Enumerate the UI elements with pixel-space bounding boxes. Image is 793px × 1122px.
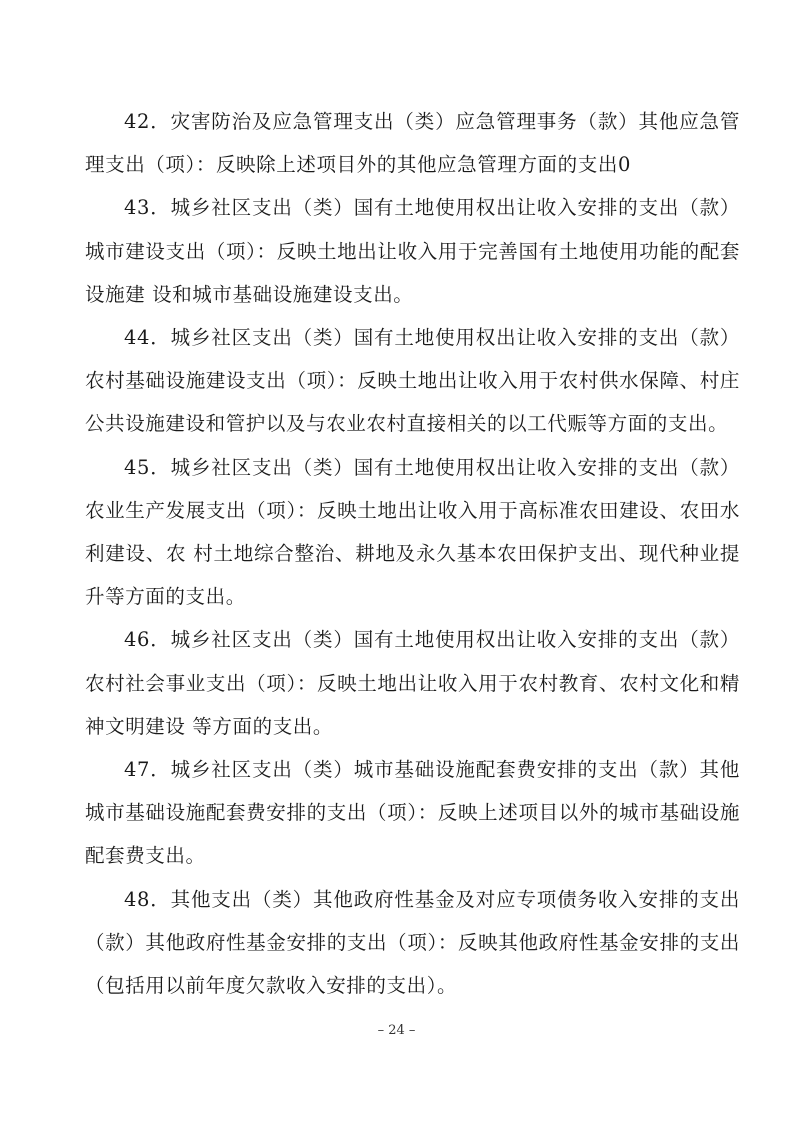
paragraph-44: 44．城乡社区支出（类）国有土地使用权出让收入安排的支出（款）农村基础设施建设支出（项）：反映土地出让收入用于农村供水保障、村庄公共设施建设和管护以及与农业农村直接相关的以工代赈等方面的支出。 [85,326,740,436]
paragraph-43: 43．城乡社区支出（类）国有土地使用权出让收入安排的支出（款）城市建设支出（项）：反映土地出让收入用于完善国有土地使用功能的配套设施建 设和城市基础设施建设支出。 [85,196,740,306]
paragraph-45: 45．城乡社区支出（类）国有土地使用权出让收入安排的支出（款）农业生产发展支出（项）：反映土地出让收入用于高标准农田建设、农田水利建设、农 村土地综合整治、耕地及永久基本农田保护支出、现代种业提 升等方面的支出。 [85,455,740,609]
paragraph-48: 48．其他支出（类）其他政府性基金及对应专项债务收入安排的支出（款）其他政府性基金安排的支出（项）：反映其他政府性基金安排的支出（包括用以前年度欠款收入安排的支出）。 [85,887,740,998]
page-number: – 24 – [377,1023,416,1038]
paragraph-42: 42．灾害防治及应急管理支出（类）应急管理事务（款）其他应急管理支出（项）：反映除上述项目外的其他应急管理方面的支出0 [85,110,740,177]
document-body [85,100,740,1007]
paragraph-46: 46．城乡社区支出（类）国有土地使用权出让收入安排的支出（款）农村社会事业支出（项）：反映土地出让收入用于农村教育、农村文化和精神文明建设 等方面的支出。 [85,628,740,738]
paragraph-47: 47．城乡社区支出（类）城市基础设施配套费安排的支出（款）其他城市基础设施配套费安排的支出（项）：反映上述项目以外的城市基础设施配套费支出。 [85,758,740,868]
